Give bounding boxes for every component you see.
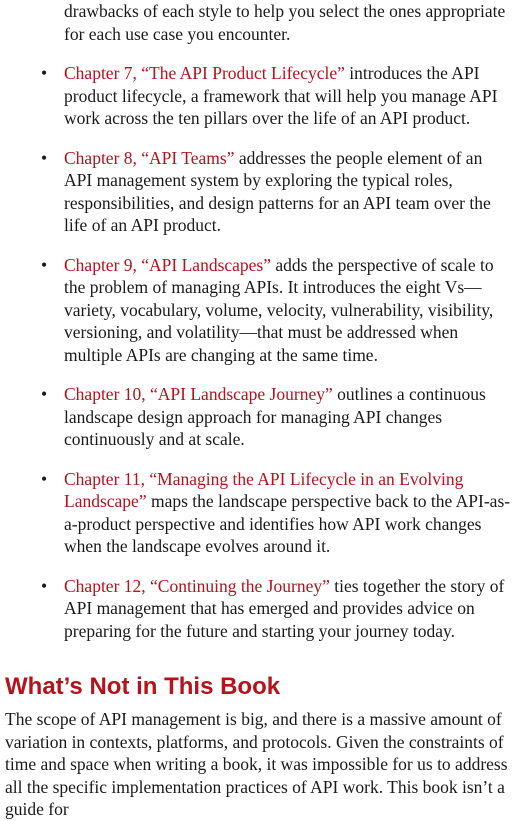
list-item-chapter-12 bbox=[0, 575, 520, 643]
bullet-icon: • bbox=[41, 384, 48, 404]
list-item-chapter-7 bbox=[0, 62, 520, 130]
section-paragraph: The scope of API management is big, and there is a massive amount of variation in contexts, platforms, and protocols. Given the constraints of time and space when writing a book, it was impossible for us to address all the specific implementation practices of API work. This book isn’t a guide for bbox=[5, 709, 508, 819]
list-item-chapter-10 bbox=[0, 383, 520, 451]
chapter-7-description: introduces the API product lifecycle, a framework that will help you manage API work across the ten pillars over the life of an API product. bbox=[64, 63, 498, 128]
list-item-chapter-11 bbox=[0, 468, 520, 558]
intro-continuation: drawbacks of each style to help you select the ones appropriate for each use case you encounter. bbox=[64, 1, 506, 44]
bullet-icon: • bbox=[41, 63, 48, 83]
bullet-icon: • bbox=[41, 147, 48, 168]
chapter-10-description: outlines a continuous landscape design approach for managing API changes continuously and at scale. bbox=[64, 384, 486, 449]
chapter-9-link[interactable]: Chapter 9, “API Landscapes” bbox=[64, 254, 272, 275]
chapter-11-link[interactable]: Chapter 11, “Managing the API Lifecycle in an Evolving Landscape” bbox=[64, 468, 464, 511]
chapter-list bbox=[0, 62, 520, 642]
chapter-8-link[interactable]: Chapter 8, “API Teams” bbox=[64, 147, 235, 168]
chapter-11-description: maps the landscape perspective back to the API-as-a-product perspective and identifies how API work changes when the landscape evolves around it. bbox=[64, 491, 511, 556]
list-item-chapter-8 bbox=[0, 147, 520, 237]
bullet-icon: • bbox=[41, 575, 48, 596]
bullet-icon: • bbox=[41, 468, 48, 489]
chapter-10-link[interactable]: Chapter 10, “API Landscape Journey” bbox=[64, 384, 333, 404]
bullet-icon: • bbox=[41, 254, 48, 275]
chapter-7-link[interactable]: Chapter 7, “The API Product Lifecycle” bbox=[64, 63, 345, 83]
chapter-9-description: adds the perspective of scale to the problem of managing APIs. It introduces the eight Vs—variety, vocabulary, volume, velocity, vulnerability, visibility, versioning, and volatility—that must be addressed when multiple APIs are changing at the same time. bbox=[64, 254, 494, 365]
list-item-chapter-9 bbox=[0, 254, 520, 367]
section-heading: What’s Not in This Book bbox=[5, 673, 281, 700]
chapter-12-link[interactable]: Chapter 12, “Continuing the Journey” bbox=[64, 575, 330, 596]
chapter-8-description: addresses the people element of an API management system by exploring the typical roles, responsibilities, and design patterns for an API team over the life of an API product. bbox=[64, 147, 491, 235]
chapter-12-description: ties together the story of API management that has emerged and provides advice on preparing for the future and starting your journey today. bbox=[64, 575, 505, 641]
